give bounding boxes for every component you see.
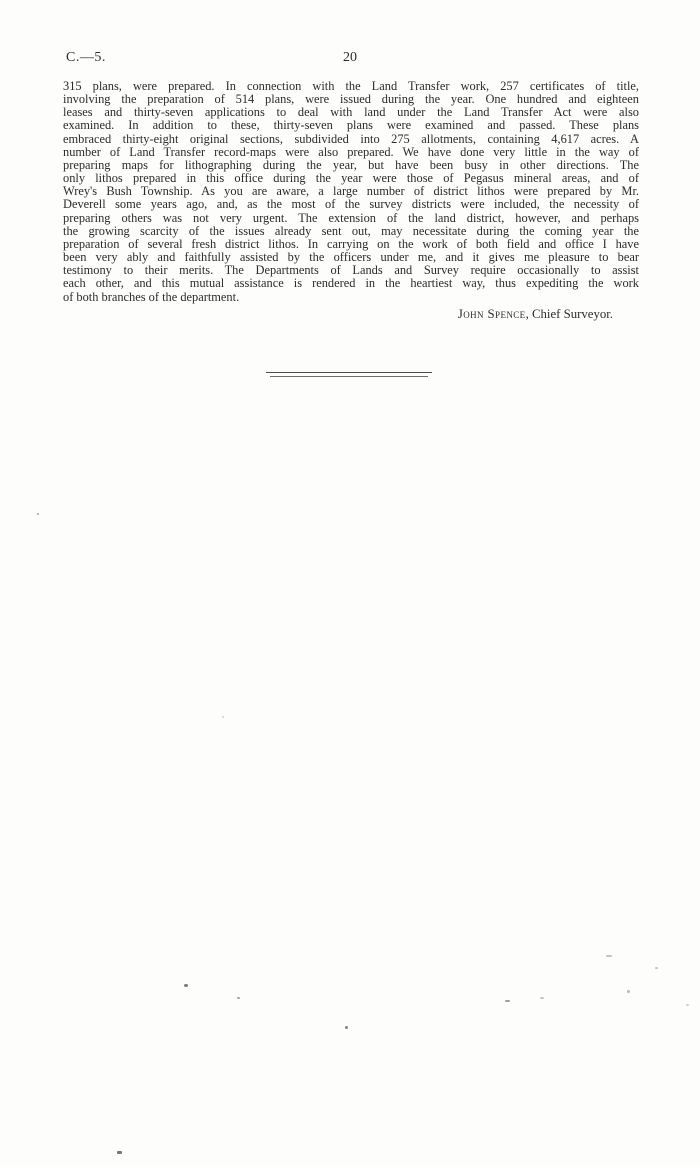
paragraph-line: preparing maps for lithographing during the year, but have been busy in other directions. The [63, 158, 639, 172]
divider-bottom-line [270, 376, 428, 377]
paragraph-line: Deverell some years ago, and, as the most of the survey districts were included, the necessity of [63, 198, 639, 212]
paragraph-line: Wrey's Bush Township. As you are aware, a large number of district lithos were prepared by Mr. [63, 185, 639, 199]
paragraph-line: been very ably and faithfully assisted by the officers under me, and it gives me pleasure to bear [63, 251, 639, 265]
paragraph-line: preparation of several fresh district lithos. In carrying on the work of both field and office I have [63, 237, 639, 251]
report-paragraph [63, 80, 639, 304]
paragraph-line: of both branches of the department. [63, 290, 240, 304]
scan-speck [345, 1026, 348, 1029]
section-divider-rule [266, 372, 432, 377]
paragraph-line: involving the preparation of 514 plans, were issued during the year. One hundred and eighteen [63, 93, 639, 107]
scan-speck [686, 1004, 689, 1006]
paragraph-line: each other, and this mutual assistance is rendered in the heartiest way, thus expediting the work [63, 277, 639, 291]
scan-speck [222, 716, 224, 718]
paragraph-line: number of Land Transfer record-maps were also prepared. We have done very little in the way of [63, 145, 639, 159]
scan-speck [540, 997, 544, 999]
scan-speck [627, 990, 630, 993]
paragraph-line: preparing others was not very urgent. The extension of the land district, however, and perhaps [63, 211, 639, 225]
scan-speck [237, 997, 240, 999]
scan-speck [606, 955, 612, 957]
signature-line [63, 307, 639, 322]
scan-speck [117, 1151, 122, 1154]
scan-speck [655, 967, 658, 969]
paragraph-line: 315 plans, were prepared. In connection with the Land Transfer work, 257 certificates of title, [63, 80, 639, 93]
scan-speck [37, 513, 39, 515]
paragraph-line: the growing scarcity of the issues already sent out, may necessitate during the coming year the [63, 224, 639, 238]
paragraph-line: only lithos prepared in this office during the year were those of Pegasus mineral areas, and of [63, 172, 639, 186]
paragraph-line: testimony to their merits. The Departments of Lands and Survey require occasionally to assist [63, 264, 639, 278]
report-code: C.—5. [66, 50, 106, 65]
page-number: 20 [343, 50, 357, 65]
paragraph-line: embraced thirty-eight original sections, subdivided into 275 allotments, containing 4,617 acres. A [63, 132, 639, 146]
scan-speck [505, 1000, 510, 1002]
paragraph-line: examined. In addition to these, thirty-seven plans were examined and passed. These plans [63, 119, 639, 133]
scan-speck [184, 984, 188, 987]
divider-top-line [266, 372, 432, 373]
signature-title: , Chief Surveyor. [525, 307, 613, 321]
signature-name: John Spence [457, 307, 526, 321]
paragraph-line: leases and thirty-seven applications to deal with land under the Land Transfer Act were also [63, 106, 639, 120]
